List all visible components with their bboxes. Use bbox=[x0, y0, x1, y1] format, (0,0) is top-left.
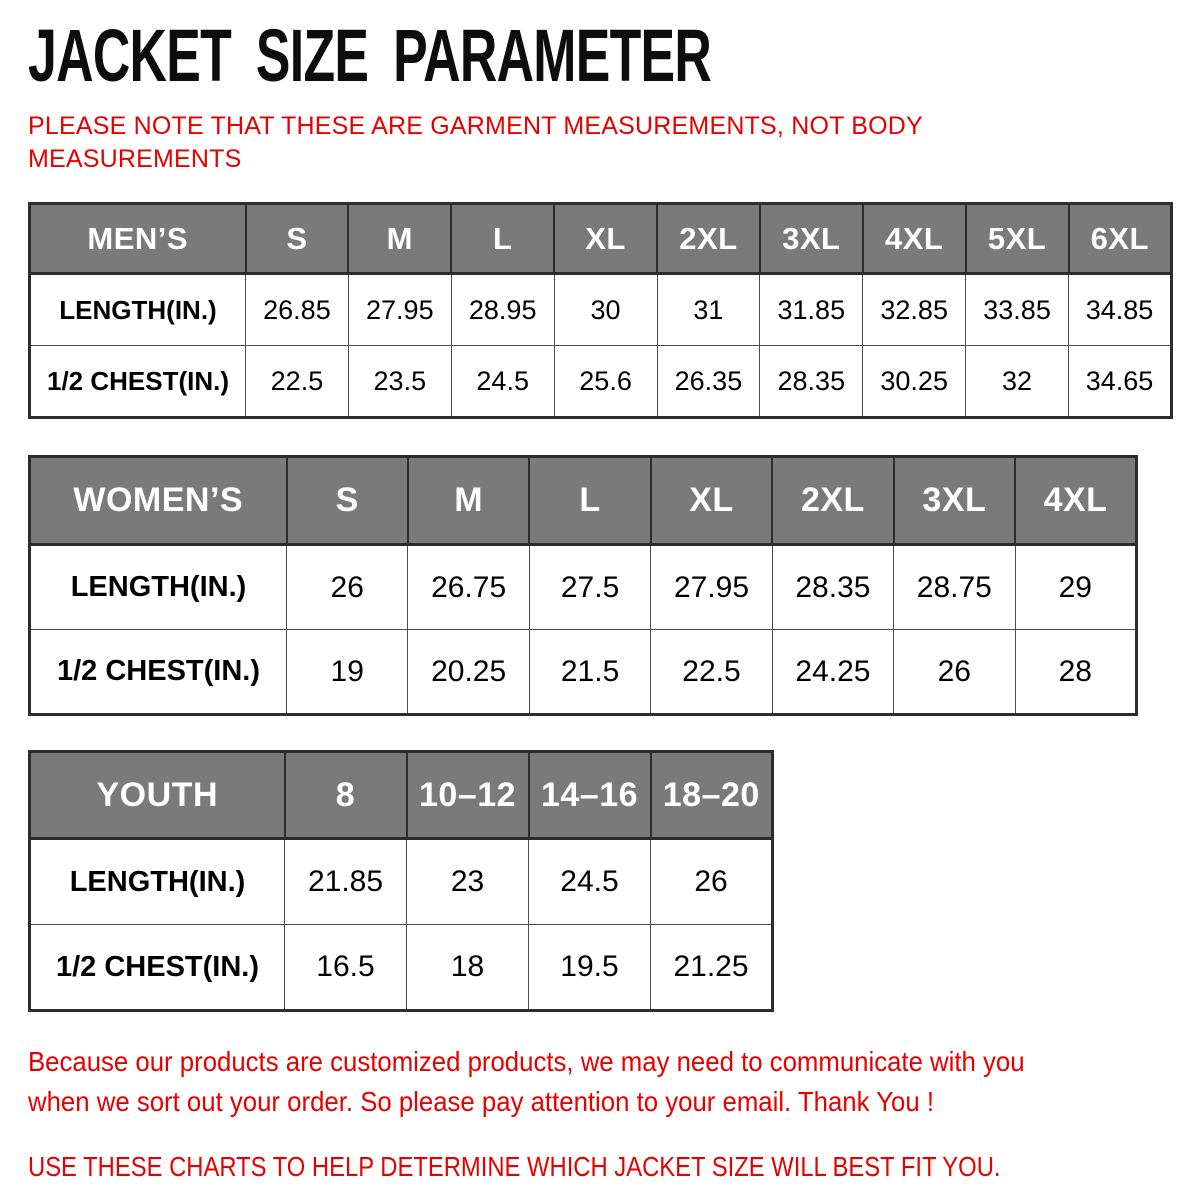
womens-size-col-header: 3XL bbox=[894, 457, 1015, 545]
womens-measurement-value: 26.75 bbox=[408, 545, 529, 630]
garment-measurement-note bbox=[28, 110, 1200, 176]
mens-size-col-header: 2XL bbox=[657, 204, 760, 274]
womens-size-table bbox=[28, 455, 1138, 716]
womens-size-col-header: 2XL bbox=[772, 457, 893, 545]
youth-measurement-value: 21.25 bbox=[651, 925, 773, 1011]
youth-size-col-header: 18–20 bbox=[651, 752, 773, 839]
mens-row-label: 1/2 CHEST(IN.) bbox=[30, 346, 246, 418]
mens-row-label: LENGTH(IN.) bbox=[30, 274, 246, 346]
womens-measurement-value: 20.25 bbox=[408, 630, 529, 715]
notice-line-2: when we sort out your order. So please pay attention to your email. Thank You ! bbox=[28, 1086, 934, 1117]
mens-measurement-value: 31 bbox=[657, 274, 760, 346]
womens-measurement-value: 21.5 bbox=[529, 630, 650, 715]
mens-measurement-value: 31.85 bbox=[760, 274, 863, 346]
youth-size-col-header: 10–12 bbox=[407, 752, 529, 839]
womens-measurement-value: 28 bbox=[1015, 630, 1136, 715]
mens-measurement-value: 28.35 bbox=[760, 346, 863, 418]
youth-measurement-value: 16.5 bbox=[285, 925, 407, 1011]
mens-measurement-value: 23.5 bbox=[348, 346, 451, 418]
mens-measurement-value: 28.95 bbox=[451, 274, 554, 346]
mens-measurement-value: 32 bbox=[966, 346, 1069, 418]
page-title: JACKET SIZE PARAMETER bbox=[28, 14, 712, 97]
mens-measurement-value: 30 bbox=[554, 274, 657, 346]
youth-measurement-value: 18 bbox=[407, 925, 529, 1011]
youth-table-header: YOUTH bbox=[30, 752, 285, 839]
youth-row-label: 1/2 CHEST(IN.) bbox=[30, 925, 285, 1011]
youth-measurement-value: 19.5 bbox=[529, 925, 651, 1011]
youth-measurement-value: 24.5 bbox=[529, 839, 651, 925]
youth-size-col-header: 14–16 bbox=[529, 752, 651, 839]
mens-measurement-value: 27.95 bbox=[348, 274, 451, 346]
youth-measurement-value: 26 bbox=[651, 839, 773, 925]
customization-notice bbox=[28, 1042, 1106, 1122]
mens-measurement-value: 34.65 bbox=[1069, 346, 1172, 418]
womens-measurement-value: 26 bbox=[894, 630, 1015, 715]
womens-row-label: LENGTH(IN.) bbox=[30, 545, 287, 630]
womens-measurement-value: 28.75 bbox=[894, 545, 1015, 630]
womens-measurement-value: 24.25 bbox=[772, 630, 893, 715]
note-line-2: MEASUREMENTS bbox=[28, 145, 242, 173]
youth-size-table bbox=[28, 750, 774, 1012]
womens-measurement-value: 26 bbox=[287, 545, 408, 630]
notice-line-1: Because our products are customized products, we may need to communicate with you bbox=[28, 1046, 1025, 1077]
mens-measurement-value: 33.85 bbox=[966, 274, 1069, 346]
womens-size-col-header: M bbox=[408, 457, 529, 545]
mens-measurement-value: 30.25 bbox=[863, 346, 966, 418]
chart-usage-note: USE THESE CHARTS TO HELP DETERMINE WHICH JACKET SIZE WILL BEST FIT YOU. bbox=[28, 1151, 1001, 1182]
mens-measurement-value: 25.6 bbox=[554, 346, 657, 418]
womens-size-col-header: XL bbox=[651, 457, 772, 545]
womens-table-header: WOMEN’S bbox=[30, 457, 287, 545]
womens-measurement-value: 27.95 bbox=[651, 545, 772, 630]
mens-measurement-value: 32.85 bbox=[863, 274, 966, 346]
womens-measurement-value: 22.5 bbox=[651, 630, 772, 715]
youth-row-label: LENGTH(IN.) bbox=[30, 839, 285, 925]
mens-size-col-header: S bbox=[246, 204, 349, 274]
womens-measurement-value: 27.5 bbox=[529, 545, 650, 630]
womens-row-label: 1/2 CHEST(IN.) bbox=[30, 630, 287, 715]
mens-measurement-value: 34.85 bbox=[1069, 274, 1172, 346]
mens-measurement-value: 26.85 bbox=[246, 274, 349, 346]
mens-size-col-header: M bbox=[348, 204, 451, 274]
womens-measurement-value: 19 bbox=[287, 630, 408, 715]
womens-size-col-header: L bbox=[529, 457, 650, 545]
womens-measurement-value: 28.35 bbox=[772, 545, 893, 630]
mens-size-col-header: L bbox=[451, 204, 554, 274]
womens-size-col-header: S bbox=[287, 457, 408, 545]
mens-measurement-value: 24.5 bbox=[451, 346, 554, 418]
youth-measurement-value: 21.85 bbox=[285, 839, 407, 925]
youth-measurement-value: 23 bbox=[407, 839, 529, 925]
mens-measurement-value: 22.5 bbox=[246, 346, 349, 418]
youth-size-col-header: 8 bbox=[285, 752, 407, 839]
mens-size-col-header: 5XL bbox=[966, 204, 1069, 274]
mens-size-col-header: 3XL bbox=[760, 204, 863, 274]
mens-size-col-header: XL bbox=[554, 204, 657, 274]
mens-measurement-value: 26.35 bbox=[657, 346, 760, 418]
mens-size-col-header: 6XL bbox=[1069, 204, 1172, 274]
womens-measurement-value: 29 bbox=[1015, 545, 1136, 630]
note-line-1: PLEASE NOTE THAT THESE ARE GARMENT MEASUREMENTS, NOT BODY bbox=[28, 112, 923, 140]
womens-size-col-header: 4XL bbox=[1015, 457, 1136, 545]
mens-size-col-header: 4XL bbox=[863, 204, 966, 274]
mens-table-header: MEN’S bbox=[30, 204, 246, 274]
mens-size-table bbox=[28, 202, 1173, 419]
